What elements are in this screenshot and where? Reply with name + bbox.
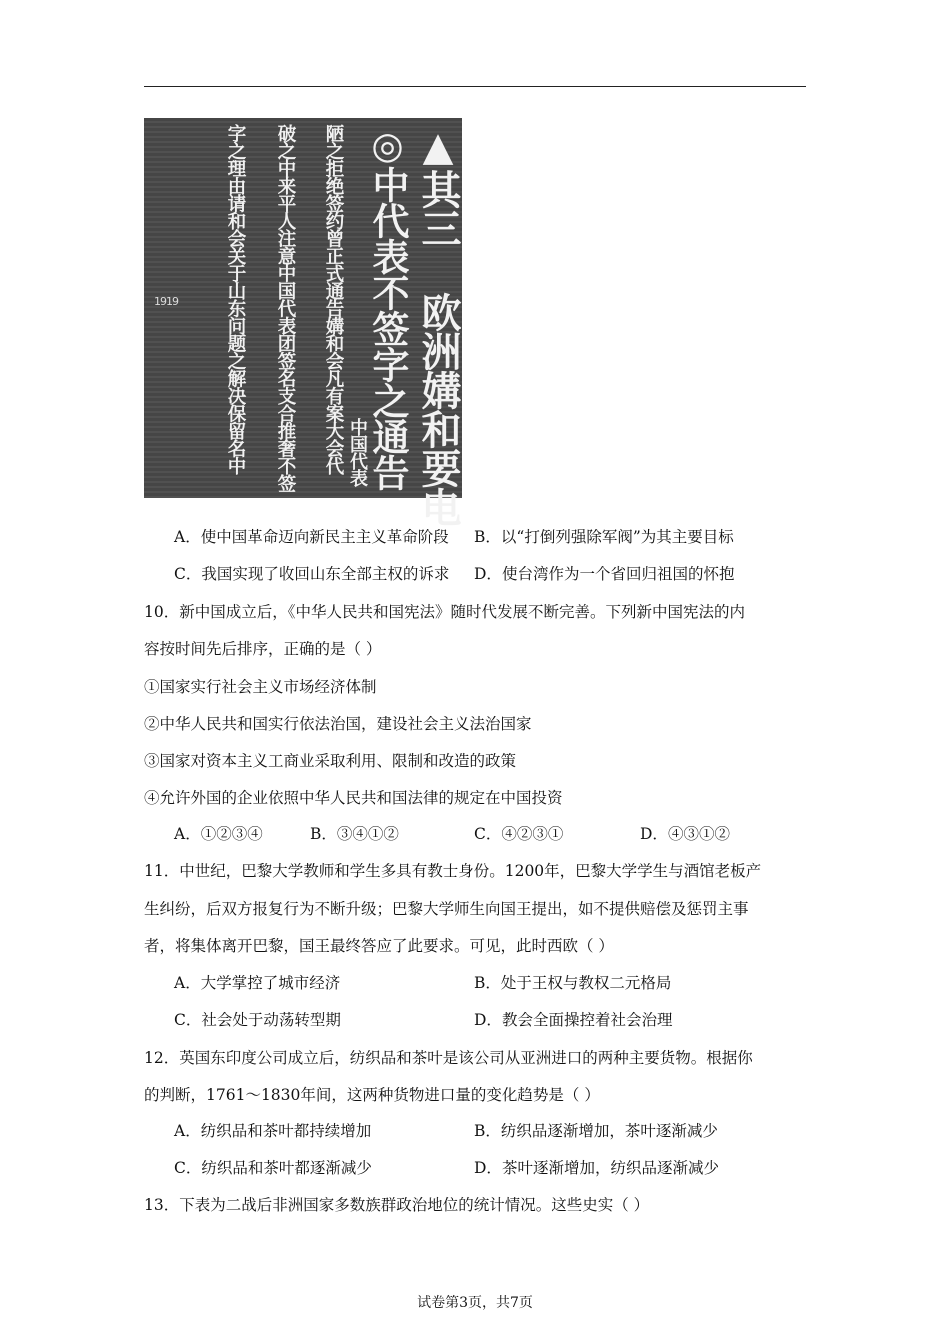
photo-byline-column: 中国代表 bbox=[347, 418, 368, 486]
q11-option-b[interactable]: B．处于王权与教权二元格局 bbox=[474, 974, 672, 992]
header-rule bbox=[144, 86, 806, 87]
q12-option-c[interactable]: C．纺织品和茶叶都逐渐减少 bbox=[174, 1159, 372, 1177]
q10-stem-line-2: 容按时间先后排序，正确的是（ ） bbox=[144, 640, 382, 658]
q10-option-b[interactable]: B．③④①② bbox=[310, 825, 399, 843]
photo-date-stamp: 1919 bbox=[154, 295, 178, 308]
photo-text-column-1: 陋之拒绝签约曾正式通告媾和会凡有案大会代 bbox=[323, 124, 344, 474]
q12-option-d[interactable]: D．茶叶逐渐增加，纺织品逐渐减少 bbox=[474, 1159, 719, 1177]
q11-stem-line-2: 生纠纷，后双方报复行为不断升级；巴黎大学师生向国王提出，如不提供赔偿及惩罚主事 bbox=[144, 900, 749, 918]
q11-option-c[interactable]: C．社会处于动荡转型期 bbox=[174, 1011, 341, 1029]
photo-headline-column: ▲其三 欧洲媾和要电 bbox=[415, 124, 461, 526]
q10-option-c[interactable]: C．④②③① bbox=[474, 825, 564, 843]
q10-item-3: ③国家对资本主义工商业采取利用、限制和改造的政策 bbox=[144, 752, 517, 770]
q10-option-a[interactable]: A．①②③④ bbox=[174, 825, 263, 843]
q10-item-2: ②中华人民共和国实行依法治国，建设社会主义法治国家 bbox=[144, 715, 532, 733]
q12-option-b[interactable]: B．纺织品逐渐增加，茶叶逐渐减少 bbox=[474, 1122, 718, 1140]
q10-item-4: ④允许外国的企业依照中华人民共和国法律的规定在中国投资 bbox=[144, 789, 563, 807]
q9-option-a[interactable]: A．使中国革命迈向新民主主义革命阶段 bbox=[174, 528, 449, 546]
q13-stem-line-1: 13．下表为二战后非洲国家多数族群政治地位的统计情况。这些史实（ ） bbox=[144, 1196, 650, 1214]
photo-text-column-3: 字之理由请和会关于山东问题之解决保留名中 bbox=[225, 124, 246, 474]
page-footer: 试卷第3页，共7页 bbox=[417, 1295, 533, 1311]
q10-stem-line-1: 10．新中国成立后，《中华人民共和国宪法》随时代发展不断完善。下列新中国宪法的内 bbox=[144, 603, 745, 621]
q11-option-d[interactable]: D．教会全面操控着社会治理 bbox=[474, 1011, 673, 1029]
photo-text-column-2: 破之中来平人注意中国代表团签名支合推奢不签 bbox=[275, 124, 296, 492]
newspaper-photo bbox=[144, 118, 462, 526]
q9-option-b[interactable]: B．以“打倒列强除军阀”为其主要目标 bbox=[474, 528, 734, 546]
q12-stem-line-2: 的判断，1761～1830年间，这两种货物进口量的变化趋势是（ ） bbox=[144, 1086, 600, 1104]
q11-option-a[interactable]: A．大学掌控了城市经济 bbox=[174, 974, 341, 992]
q9-option-d[interactable]: D．使台湾作为一个省回归祖国的怀抱 bbox=[474, 565, 735, 583]
q10-option-d[interactable]: D．④③①② bbox=[640, 825, 730, 843]
q9-option-c[interactable]: C．我国实现了收回山东全部主权的诉求 bbox=[174, 565, 450, 583]
q12-option-a[interactable]: A．纺织品和茶叶都持续增加 bbox=[174, 1122, 372, 1140]
q11-stem-line-1: 11．中世纪，巴黎大学教师和学生多具有教士身份。1200年，巴黎大学学生与酒馆老板产 bbox=[144, 862, 762, 880]
q12-stem-line-1: 12．英国东印度公司成立后，纺织品和茶叶是该公司从亚洲进口的两种主要货物。根据你 bbox=[144, 1049, 753, 1067]
photo-subheadline-column: ◎中代表不签字之通告 bbox=[366, 124, 409, 490]
q10-item-1: ①国家实行社会主义市场经济体制 bbox=[144, 678, 377, 696]
q11-stem-line-3: 者，将集体离开巴黎，国王最终答应了此要求。可见，此时西欧（ ） bbox=[144, 937, 614, 955]
